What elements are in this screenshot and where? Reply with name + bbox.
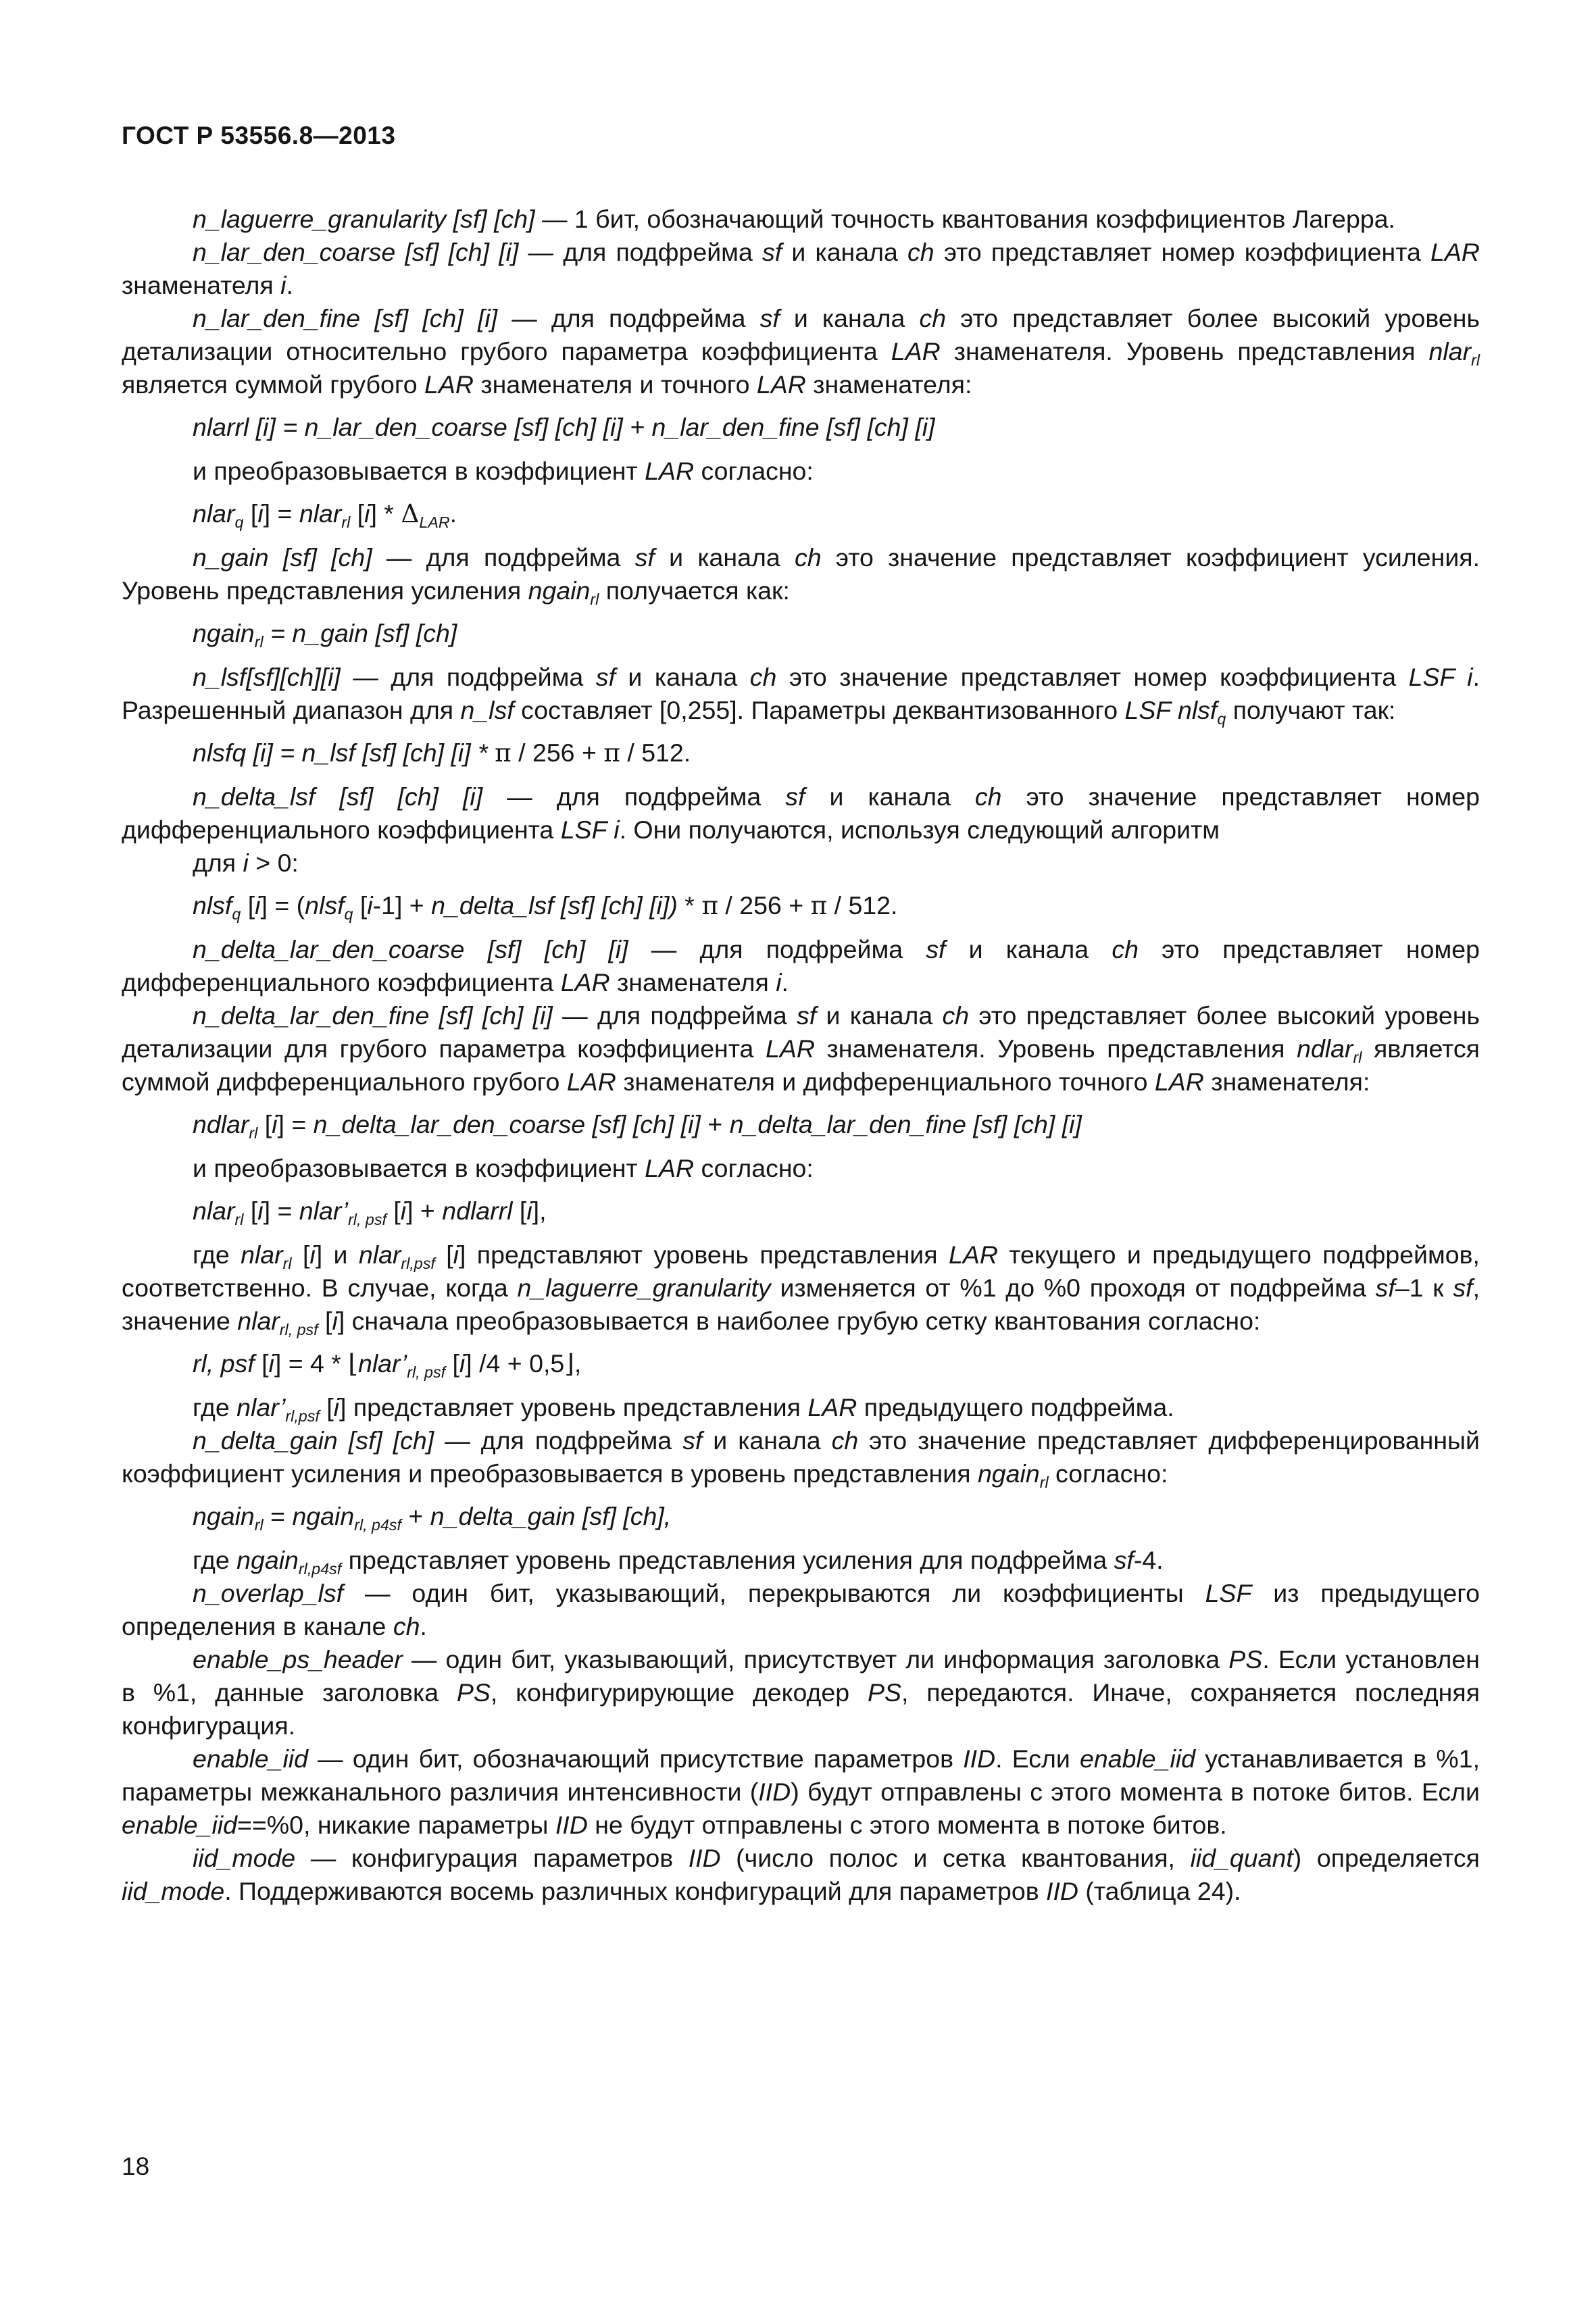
paragraph-n-overlap-lsf: n_overlap_lsf — один бит, указывающий, перекрываются ли коэффициенты LSF из предыдущего определения в канале ch. [122,1579,1480,1640]
equation-nlarrl: nlarrl [i] = n_lar_den_coarse [sf] [ch] [i] + n_lar_den_fine [sf] [ch] [i] [193,413,935,441]
paragraph-for-i: для i > 0: [193,849,299,877]
equation-ndlar: ndlar$_{rl}$ [i] = n_delta_lar_den_coarse [sf] [ch] [i] + n_delta_lar_den_fine [sf] [ch] [i] [193,1110,1082,1142]
equation-nlsfq: nlsfq [i] = n_lsf [sf] [ch] [i] * π / 256 + π / 512. [193,738,691,768]
paragraph-lar-den-fine: n_lar_den_fine [sf] [ch] [i] — для подфрейма sf и канала ch это представляет более высокий уровень детализации относительно грубого параметра коэффициента LAR знаменателя. Уровень представления nlar$_{rl}$ является суммой грубого LAR знаменателя и точного LAR знаменателя: [122,304,1480,399]
paragraph-convert-lar: и преобразовывается в коэффициент LAR согласно: [193,457,814,485]
paragraph-enable-ps-header: enable_ps_header — один бит, указывающий, присутствует ли информация заголовка PS. Если установлен в %1, данные заголовка PS, конфигурирующие декодер PS, передаются. Иначе, сохраняется последняя конфигурация. [122,1645,1480,1740]
paragraph-convert-lar-2: и преобразовывается в коэффициент LAR согласно: [193,1154,814,1182]
equation-nlarq: nlar$_q$ [i] = nlar$_{rl}$ $[i] * \Delta_{LAR}$. [193,499,457,532]
paragraph-n-gain: n_gain [sf] [ch] — для подфрейма sf и канала ch это значение представляет коэффициент усиления. Уровень представления усиления ngain$_{rl}$ получается как: [122,543,1480,609]
equation-rl-psf: rl, psf $[i] = 4 * ⌊nlar’_{rl, psf}$ [i] /4 + 0,5⌋, [193,1349,582,1382]
paragraph-n-lsf: n_lsf[sf][ch][i] — для подфрейма sf и канала ch это значение представляет номер коэффициента LSF i. Разрешенный диапазон для n_lsf составляет [0,255]. Параметры деквантизованного LSF nlsf$_q$ получают так: [122,663,1480,728]
paragraph-iid-mode: iid_mode — конфигурация параметров IID (число полос и сетка квантования, iid_quant) определяется iid_mode. Поддерживаются восемь различных конфигураций для параметров IID (таблица 24). [122,1844,1480,1905]
equation-ngain-delta: ngain$_{rl}$ = ngain$_{rl, p4sf}$ + n_delta_gain [sf] [ch], [193,1502,672,1534]
document-body [122,203,1480,1908]
paragraph-lar-den-coarse: n_lar_den_coarse [sf] [ch] [i] — для подфрейма sf и канала ch это представляет номер коэффициента LAR знаменателя i. [122,238,1480,299]
paragraph-delta-lar-den-coarse: n_delta_lar_den_coarse [sf] [ch] [i] — для подфрейма sf и канала ch это представляет номер дифференциального коэффициента LAR знаменателя i. [122,935,1480,997]
page-number: 18 [122,2153,150,2180]
paragraph-laguerre-granularity: n_laguerre_granularity [sf] [ch] — 1 бит, обозначающий точность квантования коэффициентов Лагерра. [193,205,1395,233]
paragraph-where-nlar: где nlar$_{rl}$ [i] и nlar$_{rl,psf}$ [i] представляют уровень представления LAR текущего и предыдущего подфреймов, соответственно. В случае, когда n_laguerre_granularity изменяется от %1 до %0 проходя от подфрейма sf–1 к sf, значение nlar$_{rl, psf}$ [i] сначала преобразовывается в наиболее грубую сетку квантования согласно: [122,1240,1480,1339]
equation-ngain: ngain$_{rl}$ = n_gain [sf] [ch] [193,619,457,651]
paragraph-where-ngain: где ngain$_{rl,p4sf}$ представляет уровень представления усиления для подфрейма sf-4. [193,1546,1164,1578]
paragraph-enable-iid: enable_iid — один бит, обозначающий присутствие параметров IID. Если enable_iid устанавливается в %1, параметры межканального различия интенсивности (IID) будут отправлены с этого момента в потоке битов. Если enable_iid==%0, никакие параметры IID не будут отправлены с этого момента в потоке битов. [122,1744,1480,1839]
paragraph-n-delta-lsf: n_delta_lsf [sf] [ch] [i] — для подфрейма sf и канала ch это значение представляет номер дифференциального коэффициента LSF i. Они получаются, используя следующий алгоритм [122,782,1480,844]
equation-nlar-rl: nlar$_{rl}$ $[i] = nlar’_{rl, psf}$ [i] + ndlarrl [i], [193,1197,547,1229]
paragraph-n-delta-gain: n_delta_gain [sf] [ch] — для подфрейма sf и канала ch это значение представляет дифференцированный коэффициент усиления и преобразовывается в уровень представления ngain$_{rl}$ согласно: [122,1426,1480,1492]
paragraph-delta-lar-den-fine: n_delta_lar_den_fine [sf] [ch] [i] — для подфрейма sf и канала ch это представляет более высокий уровень детализации для грубого параметра коэффициента LAR знаменателя. Уровень представления ndlar$_{rl}$ является суммой дифференциального грубого LAR знаменателя и дифференциального точного LAR знаменателя: [122,1001,1480,1096]
document-header: ГОСТ Р 53556.8—2013 [122,122,396,149]
paragraph-where-nlar-prev: где $nlar’_{rl,psf}$ [i] представляет уровень представления LAR предыдущего подфрейма. [193,1393,1174,1426]
equation-nlsfq-delta: nlsf$_q$ [i] = (nlsf$_q$ [i-1] + n_delta_lsf [sf] [ch] [i]) * π / 256 + π / 512. [193,890,898,924]
